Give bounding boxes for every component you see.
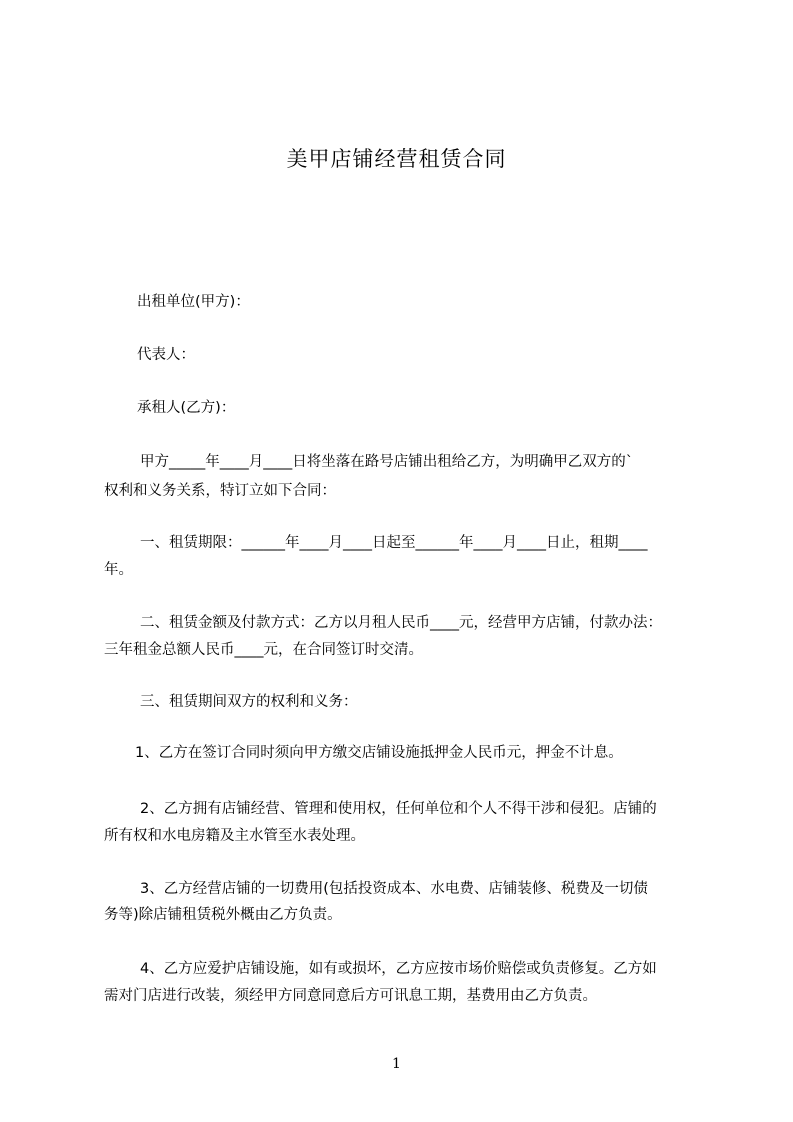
item3-line-1: 3、乙方经营店铺的一切费用(包括投资成本、水电费、店铺装修、税费及一切债 [140,881,648,897]
intro-line-2: 权利和义务关系，特订立如下合同： [104,483,336,499]
item4-line-1: 4、乙方应爱护店铺设施，如有或损坏，乙方应按市场价赔偿或负责修复。乙方如 [140,961,657,977]
intro-line-1: 甲方_____年____月____日将坐落在路号店铺出租给乙方，为明确甲乙双方的` [140,454,633,470]
lessee-field: 承租人(乙方)： [137,400,236,416]
item2-line-2: 所有权和水电房籍及主水管至水表处理。 [104,828,365,844]
representative-field: 代表人： [137,347,195,363]
item3-line-2: 务等)除店铺租赁税外概由乙方负责。 [104,907,342,923]
item4-line-2: 需对门店进行改装，须经甲方同意同意后方可讯息工期，基费用由乙方负责。 [104,988,597,1004]
item2-line-1: 2、乙方拥有店铺经营、管理和使用权，任何单位和个人不得干涉和侵犯。店铺的 [140,801,657,817]
lessor-field: 出租单位(甲方)： [137,294,250,310]
clause3-heading: 三、租赁期间双方的权利和义务： [140,694,358,710]
item1: 1、乙方在签订合同时须向甲方缴交店铺设施抵押金人民币元，押金不计息。 [135,745,623,761]
page-number: 1 [392,1056,401,1072]
clause1-line-2: 年。 [104,562,133,578]
clause2-line-1: 二、租赁金额及付款方式：乙方以月租人民币____元，经营甲方店铺，付款办法： [140,615,662,631]
clause1-line-1: 一、租赁期限：______年____月____日起至______年____月____日止，租期____ [140,535,648,551]
clause2-line-2: 三年租金总额人民币____元，在合同签订时交清。 [104,642,423,658]
document-title: 美甲店铺经营租赁合同 [286,147,507,171]
